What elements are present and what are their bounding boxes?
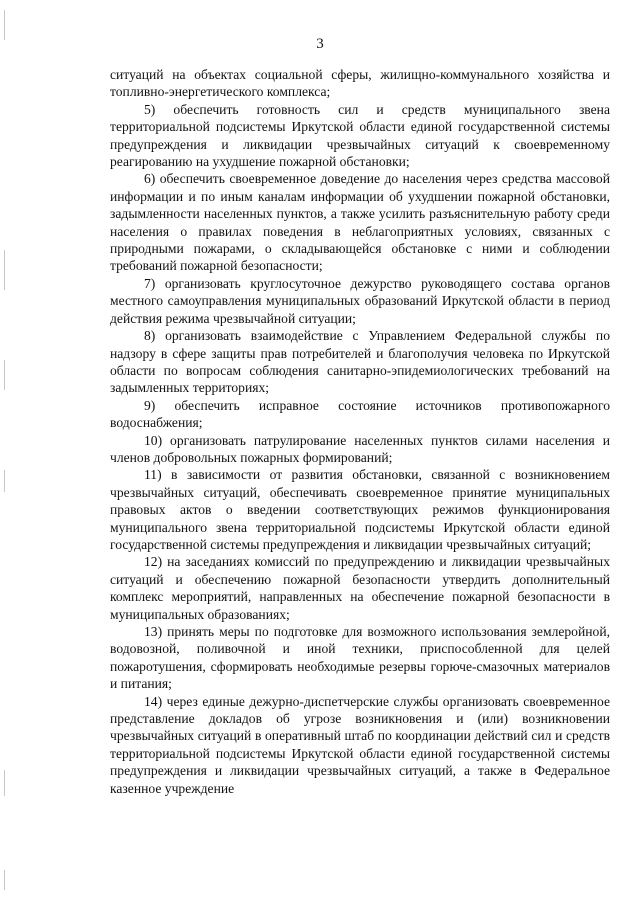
paragraph: 6) обеспечить своевременное доведение до населения через средства массовой информации и по иным каналам информации об ухудшении пожарной обстановки, задымленности населенных пунктов, а также усилить разъяснительную работу среди населения о правилах поведения в неблагоприятных условиях, связанных с природными пожарами, о складывающейся обстановке с ними и соблюдении требований пожарной безопасности; bbox=[110, 171, 610, 274]
page-number: 3 bbox=[316, 36, 324, 52]
paragraph: 9) обеспечить исправное состояние источников противопожарного водоснабжения; bbox=[110, 397, 610, 431]
document-body bbox=[110, 66, 610, 797]
paragraph: ситуаций на объектах социальной сферы, жилищно-коммунального хозяйства и топливно-энергетического комплекса; bbox=[110, 67, 610, 100]
paragraph: 5) обеспечить готовность сил и средств муниципального звена территориальной подсистемы Иркутской области единой государственной системы предупреждения и ликвидации чрезвычайных ситуаций к своевременному реагированию на ухудшение пожарной обстановки; bbox=[110, 101, 610, 170]
paragraph: 7) организовать круглосуточное дежурство руководящего состава органов местного самоуправления муниципальных образований Иркутской области в период действия режима чрезвычайной ситуации; bbox=[110, 275, 610, 326]
left-margin-scan-marks bbox=[4, 0, 10, 905]
paragraph: 8) организовать взаимодействие с Управлением Федеральной службы по надзору в сфере защиты прав потребителей и благополучия человека по Иркутской области по вопросам соблюдения санитарно-эпидемиологических требований на задымленных территориях; bbox=[110, 328, 610, 396]
paragraph: 13) принять меры по подготовке для возможного использования землеройной, водовозной, поливочной и иной техники, приспособленной для целей пожаротушения, сформировать необходимые резервы горюче-смазочных материалов и питания; bbox=[110, 624, 610, 692]
paragraph: 14) через единые дежурно-диспетчерские службы организовать своевременное представление докладов об угрозе возникновения и (или) возникновении чрезвычайных ситуаций в оперативный штаб по координации действий сил и средств территориальной подсистемы Иркутской области единой государственной системы предупреждения и ликвидации чрезвычайных ситуаций, а также в Федеральное казенное учреждение bbox=[110, 693, 610, 796]
paragraph: 11) в зависимости от развития обстановки, связанной с возникновением чрезвычайных ситуаций, обеспечивать своевременное принятие муниципальных правовых актов о введении соответствующих режимов функционирования муниципального звена территориальной подсистемы Иркутской области единой государственной системы предупреждения и ликвидации чрезвычайных ситуаций; bbox=[110, 467, 610, 552]
paragraph: 12) на заседаниях комиссий по предупреждению и ликвидации чрезвычайных ситуаций и обеспечению пожарной безопасности утвердить дополнительный комплекс мероприятий, направленных на обеспечение пожарной безопасности в муниципальных образованиях; bbox=[110, 554, 610, 622]
paragraph: 10) организовать патрулирование населенных пунктов силами населения и членов добровольных пожарных формирований; bbox=[110, 432, 610, 465]
